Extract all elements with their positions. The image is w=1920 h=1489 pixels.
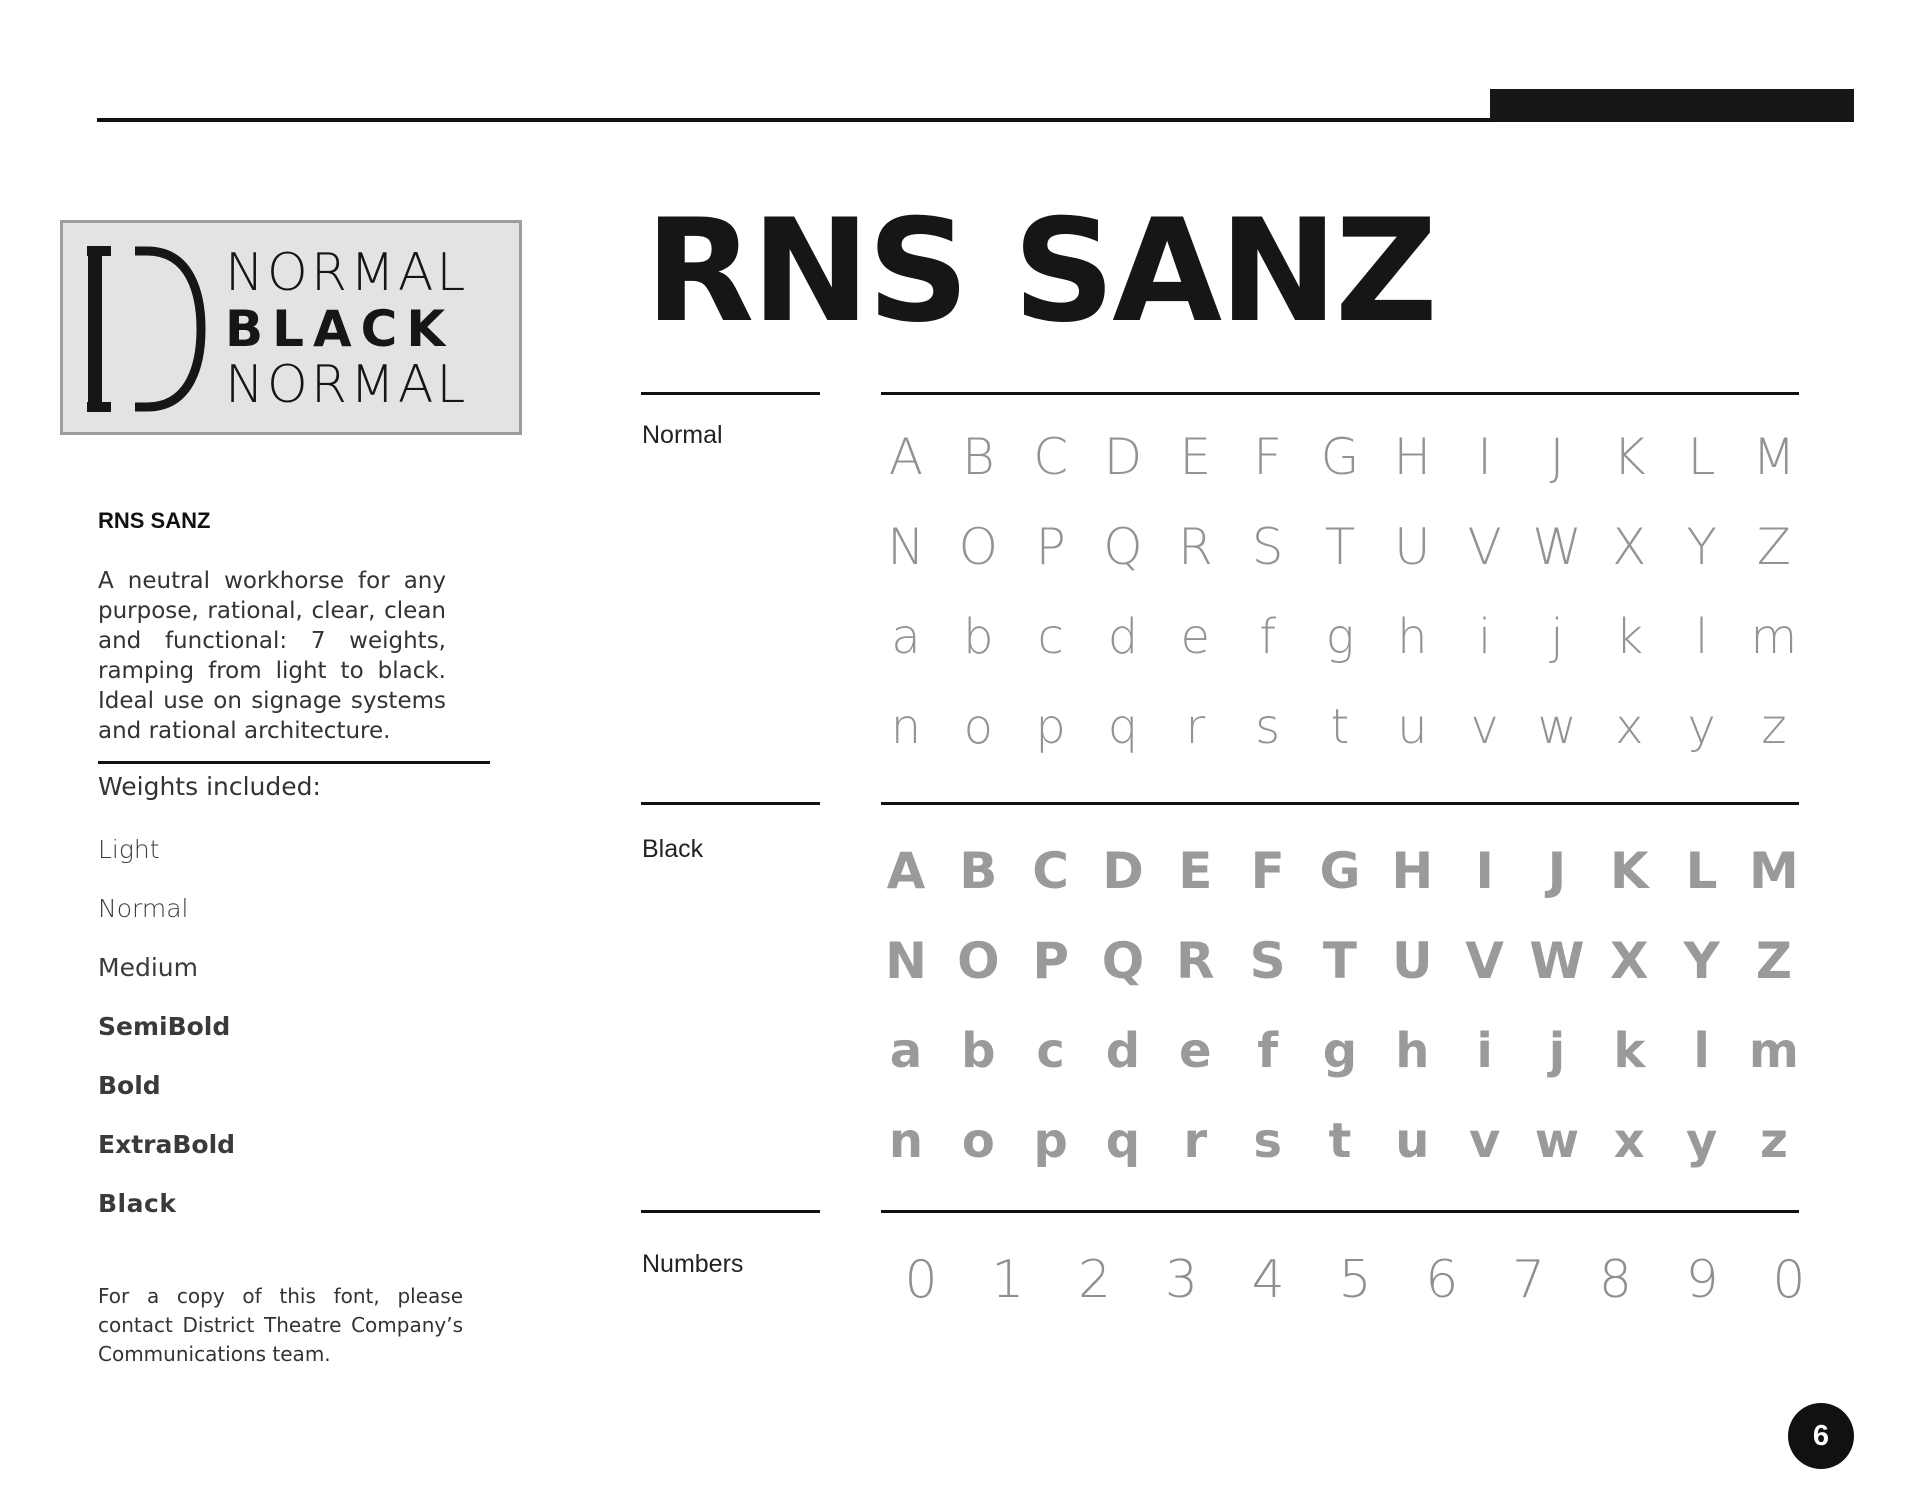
letter-glyph: v [1470,699,1499,755]
letter-glyph: c [1036,1023,1065,1079]
letter-glyph: V [1465,932,1504,990]
letter-glyph: Y [1683,932,1720,990]
letter-glyph: v [1468,1113,1501,1169]
weight-extrabold: ExtraBold [98,1130,236,1159]
letter-glyph: r [1183,1113,1208,1169]
numeral-glyph: 8 [1598,1250,1632,1310]
numeral-glyph: 0 [1772,1250,1806,1310]
letter-glyph: c [1037,609,1064,665]
letter-glyph: N [887,518,925,576]
letter-glyph: Q [1103,518,1143,576]
letter-glyph: W [1532,518,1582,576]
letter-glyph: n [888,1113,924,1169]
letter-glyph: j [1550,609,1564,665]
header-accent-bar [1490,89,1854,122]
black-specimen-rule [881,802,1799,805]
black-label-rule [641,802,820,805]
glyph-row-lowercase-2 [870,682,1810,772]
numeral-glyph: 2 [1078,1250,1112,1310]
numeral-glyph: 5 [1338,1250,1372,1310]
font-logo [60,220,522,435]
glyph-row-lowercase-1 [870,1006,1810,1096]
letter-glyph: o [963,699,994,755]
letter-glyph: Q [1101,932,1145,990]
weight-normal: Normal [98,894,189,923]
letter-glyph: M [1752,428,1796,486]
numeral-glyph: 1 [991,1250,1025,1310]
letter-glyph: a [889,1023,923,1079]
normal-specimen-rule [881,392,1799,395]
letter-glyph: f [1259,609,1277,665]
weight-medium: Medium [98,953,198,982]
letter-glyph: m [1748,1023,1799,1079]
letter-glyph: l [1694,609,1709,665]
numbers-specimen-rule [881,1210,1799,1213]
letter-glyph: t [1328,1113,1352,1169]
letter-glyph: e [1180,609,1211,665]
letter-glyph: P [1032,932,1069,990]
letter-glyph: h [1397,609,1428,665]
letter-glyph: y [1687,699,1716,755]
letter-glyph: k [1615,609,1644,665]
logo-word-bottom: NORMAL [225,355,469,415]
letter-glyph: C [1033,428,1069,486]
letter-glyph: o [961,1113,995,1169]
letter-glyph: N [885,932,927,990]
weight-light: Light [98,835,160,864]
letter-glyph: x [1615,699,1644,755]
glyph-row-lowercase-2 [870,1096,1810,1186]
letter-glyph: H [1393,428,1432,486]
section-label-numbers: Numbers [642,1250,744,1278]
letter-glyph: I [1477,428,1492,486]
letter-glyph: z [1761,699,1787,755]
normal-glyph-grid [870,412,1810,772]
bracket-d-logo-icon [85,245,207,413]
glyph-row-lowercase-1 [870,592,1810,682]
letter-glyph: f [1257,1023,1279,1079]
contact-note: For a copy of this font, please contact District Theatre Company’s Communications team. [98,1284,463,1366]
letter-glyph: n [890,699,922,755]
letter-glyph: G [1320,428,1360,486]
letter-glyph: x [1613,1113,1645,1169]
letter-glyph: L [1687,428,1716,486]
letter-glyph: B [959,842,998,900]
letter-glyph: M [1749,842,1799,900]
numeral-glyph: 3 [1164,1250,1198,1310]
letter-glyph: K [1609,842,1649,900]
letter-glyph: Y [1686,518,1717,576]
logo-word-middle: BLACK [225,300,455,358]
letter-glyph: d [1105,1023,1141,1079]
letter-glyph: B [961,428,995,486]
letter-glyph: e [1179,1023,1212,1079]
letter-glyph: U [1391,932,1433,990]
page-title: RNS SANZ [645,189,1435,354]
glyph-row-uppercase-2 [870,916,1810,1006]
numbers-label-rule [641,1210,820,1213]
letter-glyph: S [1249,932,1286,990]
letter-glyph: D [1102,842,1144,900]
letter-glyph: z [1759,1113,1788,1169]
letter-glyph: X [1612,518,1647,576]
letter-glyph: J [1547,842,1567,900]
letter-glyph: X [1610,932,1649,990]
letter-glyph: R [1177,518,1213,576]
weight-semibold: SemiBold [98,1012,231,1041]
glyph-row-uppercase-1 [870,826,1810,916]
letter-glyph: A [888,428,924,486]
letter-glyph: s [1253,1113,1282,1169]
letter-glyph: S [1251,518,1284,576]
letter-glyph: b [961,1023,996,1079]
letter-glyph: P [1035,518,1066,576]
section-label-black: Black [642,835,704,863]
letter-glyph: s [1255,699,1281,755]
letter-glyph: T [1322,932,1358,990]
glyph-row-uppercase-2 [870,502,1810,592]
weights-heading: Weights included: [98,772,321,801]
letter-glyph: F [1253,428,1283,486]
letter-glyph: l [1693,1023,1710,1079]
letter-glyph: p [1035,699,1066,755]
letter-glyph: d [1107,609,1139,665]
letter-glyph: p [1033,1113,1068,1169]
letter-glyph: a [891,609,921,665]
letter-glyph: u [1397,699,1428,755]
letter-glyph: r [1185,699,1206,755]
logo-wordmark [225,245,493,413]
letter-glyph: m [1750,609,1798,665]
letter-glyph: V [1467,518,1502,576]
letter-glyph: O [958,518,998,576]
letter-glyph: i [1477,609,1492,665]
letter-glyph: R [1176,932,1215,990]
letter-glyph: b [963,609,994,665]
section-label-normal: Normal [642,421,723,449]
weights-list [98,830,235,1243]
page-number-badge: 6 [1788,1403,1854,1469]
letter-glyph: u [1395,1113,1430,1169]
letter-glyph: W [1529,932,1585,990]
letter-glyph: w [1534,1113,1580,1169]
letter-glyph: t [1330,699,1350,755]
letter-glyph: Z [1756,518,1792,576]
letter-glyph: y [1685,1113,1718,1169]
letter-glyph: C [1032,842,1069,900]
letter-glyph: J [1549,428,1565,486]
letter-glyph: I [1475,842,1494,900]
letter-glyph: q [1107,699,1139,755]
numbers-glyph-row [885,1250,1825,1310]
description-divider [98,761,490,764]
logo-word-top: NORMAL [225,243,469,303]
letter-glyph: K [1612,428,1646,486]
numeral-glyph: 9 [1685,1250,1719,1310]
numeral-glyph: 4 [1251,1250,1285,1310]
letter-glyph: U [1393,518,1431,576]
weight-black: Black [98,1189,177,1218]
letter-glyph: F [1250,842,1285,900]
letter-glyph: E [1179,428,1212,486]
letter-glyph: g [1325,609,1355,665]
numeral-glyph: 0 [904,1250,938,1310]
letter-glyph: G [1319,842,1361,900]
letter-glyph: E [1178,842,1213,900]
letter-glyph: L [1685,842,1718,900]
black-glyph-grid [870,826,1810,1186]
letter-glyph: H [1391,842,1434,900]
letter-glyph: D [1103,428,1143,486]
letter-glyph: h [1395,1023,1430,1079]
letter-glyph: q [1105,1113,1141,1169]
letter-glyph: w [1537,699,1577,755]
letter-glyph: k [1613,1023,1646,1079]
numeral-glyph: 7 [1512,1250,1546,1310]
normal-label-rule [641,392,820,395]
sidebar-font-name: RNS SANZ [98,508,211,533]
glyph-row-uppercase-1 [870,412,1810,502]
font-description: A neutral workhorse for any purpose, rational, clear, clean and functional: 7 weights, ramping from light to black. Ideal use on signage systems and rational architecture. [98,568,446,744]
letter-glyph: O [957,932,1000,990]
letter-glyph: A [886,842,926,900]
numeral-glyph: 6 [1425,1250,1459,1310]
letter-glyph: T [1324,518,1356,576]
weight-bold: Bold [98,1071,161,1100]
letter-glyph: i [1476,1023,1493,1079]
letter-glyph: j [1548,1023,1566,1079]
letter-glyph: Z [1755,932,1793,990]
letter-glyph: g [1322,1023,1358,1079]
